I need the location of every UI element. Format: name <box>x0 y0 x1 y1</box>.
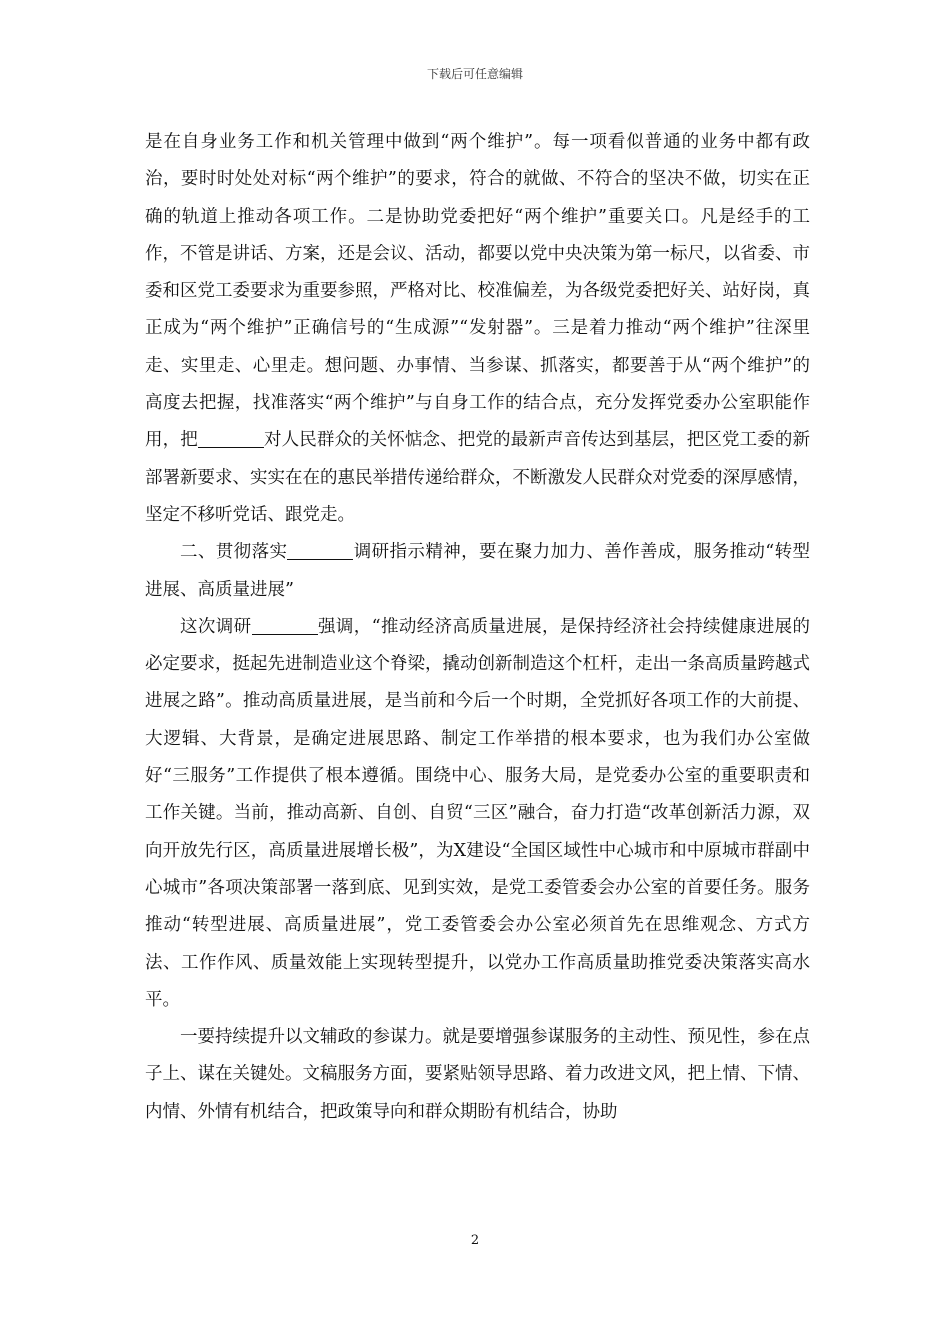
paragraph-text: 是在自身业务工作和机关管理中做到“两个维护”。每一项看似普通的业务中都有政治，要时时处处对标“两个维护”的要求，符合的就做、不符合的坚决不做，切实在正确的轨道上推动各项工作。二是协助党委把好“两个维护”重要关口。凡是经手的工作，不管是讲话、方案，还是会议、活动，都要以党中央决策为第一标尺，以省委、市委和区党工委要求为重要参照，严格对比、校准偏差，为各级党委把好关、站好岗，真正成为“两个维护”正确信号的“生成源”“发射器”。三是着力推动“两个维护”往深里走、实里走、心里走。想问题、办事情、当参谋、抓落实，都要善于从“两个维护”的高度去把握，找准落实“两个维护”与自身工作的结合点，充分发挥党委办公室职能作用，把 <box>145 132 810 451</box>
document-body <box>145 124 810 1131</box>
blank-underline <box>198 427 264 448</box>
paragraph-text-after-blank: 强调，“推动经济高质量进展，是保持经济社会持续健康进展的必定要求，挺起先进制造业这个脊梁，撬动创新制造这个杠杆，走出一条高质量跨越式进展之路”。推动高质量进展，是当前和今后一个时期，全党抓好各项工作的大前提、大逻辑、大背景，是确定进展思路、制定工作举措的根本要求，也为我们办公室做好“三服务”工作提供了根本遵循。围绕中心、服务大局，是党委办公室的重要职责和工作关键。当前，推动高新、自创、自贸“三区”融合，奋力打造“改革创新活力源，双向开放先行区，高质量进展增长极”，为X建设“全国区域性中心城市和中原城市群副中心城市”各项决策部署一落到底、见到实效，是党工委管委会办公室的首要任务。服务推动“转型进展、高质量进展”，党工委管委会办公室必须首先在思维观念、方式方法、工作作风、质量效能上实现转型提升，以党办工作高质量助推党委决策落实高水平。 <box>145 616 811 1010</box>
section-heading <box>145 534 810 609</box>
heading-text-after-blank: 调研指示精神，要在聚力加力、善作善成，服务推动“转型进展、高质量进展” <box>145 542 810 600</box>
paragraph-continuation <box>145 124 810 534</box>
paragraph-text-after-blank: 对人民群众的关怀惦念、把党的最新声音传达到基层，把区党工委的新部署新要求、实实在在的惠民举措传递给群众，不断激发人民群众对党委的深厚感情，坚定不移听党话、跟党走。 <box>145 430 811 525</box>
paragraph <box>145 1019 810 1131</box>
page-number: 2 <box>470 1233 480 1248</box>
blank-underline <box>287 539 353 560</box>
page-header: 下载后可任意编辑 <box>426 67 523 81</box>
paragraph <box>145 609 810 1019</box>
paragraph-text-before-blank: 这次调研 <box>180 616 252 637</box>
heading-text-before-blank: 二、贯彻落实 <box>180 542 288 563</box>
paragraph-text: 一要持续提升以文辅政的参谋力。就是要增强参谋服务的主动性、预见性，参在点子上、谋在关键处。文稿服务方面，要紧贴领导思路、着力改进文风，把上情、下情、内情、外情有机结合，把政策导向和群众期盼有机结合，协助 <box>145 1027 810 1122</box>
blank-underline <box>252 614 318 635</box>
